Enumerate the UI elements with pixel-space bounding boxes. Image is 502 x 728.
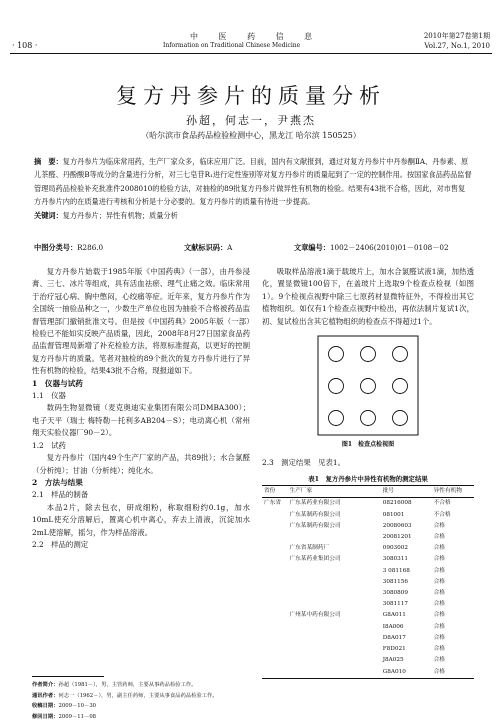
section-heading-2: 2 方法与结果	[32, 477, 83, 487]
table-row	[262, 633, 474, 644]
table-row	[262, 644, 474, 655]
inspection-point	[329, 347, 344, 362]
keywords-label: 关键词：	[34, 210, 63, 220]
table-cell: 广东某药业集团公司	[289, 556, 341, 563]
table-cell: 广州某中药有限公司	[289, 612, 341, 619]
issue-cn: 2010年第27卷第1期	[423, 32, 490, 40]
table-row	[262, 510, 474, 521]
table-cell	[262, 510, 287, 521]
table-cell: 合格	[433, 578, 445, 585]
table-cell	[262, 633, 287, 644]
method-paragraph: 吸取样品溶液1滴于载玻片上，加水合氯醛试液1滴，加热透化，置显微镜100倍下，在盖玻片上选取9个检查点检视（如图1）。9个检视点视野中除三七原药材显微特征外，不得检出其它植物组织。如仅有1个检查点视野中检出，再依法制片复试1次，初、复试检出含其它植物组织的检查点不得超过1个。	[262, 267, 474, 326]
footnote	[32, 680, 218, 691]
table-cell: 3 081168	[382, 567, 410, 574]
subsection-2-1: 2.1 样品的制备	[32, 490, 89, 500]
subsection-1-1: 1.1 仪器	[32, 391, 66, 401]
table-row	[262, 532, 474, 543]
table-cell: 08216008	[382, 500, 412, 507]
issue-en: Vol.27, No.1, 2010	[424, 42, 490, 50]
table-cell: G8A011	[382, 612, 406, 619]
table-row	[262, 543, 474, 554]
table-cell: 合格	[432, 667, 474, 679]
footnote-label: 通讯作者：	[32, 692, 59, 699]
table-cell: 广东某制药有限公司	[289, 522, 341, 529]
footnote-text: 何志一（1962－），男，副主任药师，主要从事食品药品检验工作。	[58, 692, 218, 699]
table-cell: 广东某药业有限公司	[289, 500, 341, 507]
table-row	[262, 588, 474, 599]
clc-label: 中图分类号：	[34, 243, 78, 252]
subsection-2-3: 2.3 测定结果 见表1。	[262, 458, 345, 468]
footnote-label: 收稿日期：	[32, 703, 59, 710]
footnote-text: 孙超（1981－），男，主管药师，主要从事药品检验工作。	[58, 682, 197, 688]
table-cell	[287, 588, 380, 599]
table-cell: 3081117	[382, 601, 409, 608]
header-rule	[10, 53, 492, 54]
reagents-paragraph: 复方丹参片（国内49个生产厂家的产品，共89批）；水合氯醛（分析纯）；甘油（分析纯）；纯化水。	[32, 453, 250, 475]
table-cell	[262, 610, 287, 621]
inspection-points-diagram	[316, 334, 420, 437]
inspection-point	[361, 347, 376, 362]
table-cell: 20081201	[382, 534, 412, 541]
footnote	[32, 701, 218, 712]
footnote-rule	[32, 676, 104, 677]
table-cell	[287, 622, 380, 633]
article-no-value: 1002－2406(2010)01－0108－02	[329, 243, 449, 252]
footnotes	[32, 680, 218, 722]
figure-1	[316, 334, 420, 437]
table-row	[262, 554, 474, 565]
table-cell: 合格	[433, 567, 445, 574]
left-column	[32, 266, 250, 551]
table-cell: G8A010	[381, 667, 432, 679]
inspection-point	[393, 347, 408, 362]
table-cell	[287, 644, 380, 655]
col-header-batch: 批号	[381, 486, 432, 498]
table-cell: 合格	[433, 590, 445, 597]
table-row	[262, 655, 474, 666]
table-cell	[262, 588, 287, 599]
abstract	[34, 155, 472, 222]
table-cell	[287, 667, 380, 679]
inspection-point	[361, 379, 376, 394]
inspection-point	[329, 411, 344, 426]
table-row	[262, 577, 474, 588]
affiliation: （哈尔滨市食品药品检验检测中心，黑龙江 哈尔滨 150525）	[141, 131, 361, 140]
coverslip-outline	[318, 336, 418, 435]
table-cell: 合格	[433, 657, 445, 664]
table-cell: 081001	[382, 511, 405, 518]
clc-value: R286.0	[77, 243, 104, 252]
table-cell: 0903002	[382, 545, 409, 552]
table-cell: 3080311	[382, 556, 409, 563]
table-cell: 广东某制药有限公司	[289, 511, 341, 518]
footnote	[32, 691, 218, 702]
table-cell	[262, 566, 287, 577]
subsection-2-2: 2.2 样品的测定	[32, 539, 89, 549]
table-cell	[262, 554, 287, 565]
inspection-points	[329, 347, 408, 426]
instruments-paragraph: 数码生物显微镜（麦克奥迪实业集团有限公司DMBA300）；电子天平（瑞士 梅特勒－托利多AB204－S）；电动离心机（常州翔天实验仪器厂90－2）。	[32, 403, 250, 438]
footnote-text: 2009－11－08	[58, 713, 97, 720]
table-row	[262, 599, 474, 610]
table-cell: 合格	[433, 545, 445, 552]
table-cell: 合格	[433, 646, 445, 653]
footnote-text: 2009－10－30	[58, 703, 97, 710]
table-cell: 广东省某制药厂	[289, 545, 330, 552]
table-cell	[287, 566, 380, 577]
inspection-point	[393, 411, 408, 426]
inspection-point	[393, 379, 408, 394]
table-cell	[287, 577, 380, 588]
table-cell	[287, 532, 380, 543]
table-cell	[262, 622, 287, 633]
table-cell	[262, 577, 287, 588]
table-cell: 合格	[433, 556, 445, 563]
inspection-point	[329, 379, 344, 394]
page-number: · 108 ·	[12, 41, 38, 50]
section-heading-1: 1 仪器与试药	[32, 378, 83, 388]
table-cell: 不合格	[433, 511, 451, 518]
table-cell	[262, 667, 287, 679]
table-body	[262, 498, 474, 678]
table-row	[262, 498, 474, 510]
keywords: 复方丹参片；异性有机物；质量分析	[62, 210, 178, 220]
table-cell: 合格	[433, 522, 445, 529]
journal-title-cn: 中 医 药 信 息	[190, 32, 322, 41]
table-row	[262, 566, 474, 577]
classification-line	[34, 243, 474, 253]
subsection-1-2: 1.2 试药	[32, 440, 66, 450]
table-cell	[262, 655, 287, 666]
table-cell: 20080603	[382, 522, 412, 529]
sample-prep-paragraph: 本品2片，除去包衣，研成细粉，称取细粉约0.1g，加水10mL使充分溶解后，置离心机中离心，弃去上清液，沉淀加水2mL使溶解，摇匀，作为样品溶液。	[32, 502, 250, 537]
table-cell: D8A017	[382, 634, 406, 641]
journal-title-en: Information on Traditional Chinese Medicine	[163, 42, 301, 49]
right-column	[262, 266, 474, 679]
table-cell	[262, 599, 287, 610]
table-cell: 不合格	[433, 500, 451, 507]
footnote-label: 修回日期：	[32, 713, 59, 720]
table-cell: I8A006	[382, 623, 404, 630]
article-no-label: 文章编号：	[294, 243, 330, 252]
doc-code-label: 文献标识码：	[184, 243, 228, 252]
table-row	[262, 667, 474, 679]
table-title: 表1 复方丹参片中异性有机物的测定结果	[308, 474, 428, 483]
footnote	[32, 712, 218, 723]
table-cell: 合格	[433, 634, 445, 641]
col-header-province: 省份	[262, 486, 287, 498]
intro-paragraph: 复方丹参片始载于1985年版《中国药典》（一部），由丹参浸膏、三七、冰片等组成，具有活血祛瘀、理气止痛之效。临床常用于治疗冠心病、胸中憋闷，心绞痛等症。近年来，复方丹参片作为全国统一抽验品种之一，少数生产单位也因为抽验不合格被药品监督管理部门撤销批准文号。但是按《中国药典》2005年版（一部）检验已不能如实反映产品质量，因此，2008年8月27日国家食品药品监督管理局新增了补充检验方法，将原标准提高，以更好的控制复方丹参片的质量。笔者对抽检的89个批次的复方丹参片进行了异性有机物的检验，结果43批不合格，现报道如下。	[32, 267, 250, 376]
inspection-point	[361, 411, 376, 426]
results-table	[262, 485, 474, 678]
table-row	[262, 610, 474, 621]
table-cell: 合格	[433, 623, 445, 630]
table-row	[262, 521, 474, 532]
table-cell: 广东省	[264, 500, 282, 507]
table-cell: 合格	[433, 601, 445, 608]
table-cell	[262, 543, 287, 554]
col-header-manufacturer: 生产厂家	[287, 486, 380, 498]
table-cell: 合格	[433, 612, 445, 619]
table-cell	[287, 655, 380, 666]
doc-code-value: A	[227, 243, 233, 252]
footnote-label: 作者简介：	[32, 682, 59, 688]
table-row	[262, 622, 474, 633]
table-header-row	[262, 486, 474, 498]
authors: 孙超，何志一，尹燕杰	[186, 114, 316, 127]
table-cell: 合格	[433, 534, 445, 541]
table-cell	[287, 599, 380, 610]
table-cell	[287, 633, 380, 644]
col-header-result: 异性有机物	[432, 486, 474, 498]
table-cell	[262, 521, 287, 532]
table-cell: J8A025	[382, 657, 404, 664]
table-cell	[262, 644, 287, 655]
figure-caption: 图1 检查点检视图	[341, 441, 395, 449]
abstract-label: 摘 要：	[34, 157, 63, 166]
table-cell: F8D021	[382, 646, 406, 653]
table-cell: 3080809	[382, 590, 409, 597]
article-title: 复方丹参片的质量分析	[116, 84, 386, 108]
table-cell: 3081156	[382, 578, 409, 585]
abstract-text: 复方丹参片为临床常用药，生产厂家众多，临床应用广泛。目前，国内有文献报到，通过对复方丹参片中丹参酮ⅡA、丹参素、原儿茶醛、丹酚酸B等成分的含量进行分析，对三七皂苷R₁进行定性鉴别等对复方丹参片的质量起到了一定的控制作用。按国家食品药品监督管理局药品检验补充批准件2008010的检验方法，对抽检的89批复方丹参片做异性有机物的检验。结果有43批不合格，因此，对市售复方丹参片内的在质量进行考核和分析是十分必要的。复方丹参片的质量有待进一步提高。	[34, 157, 472, 207]
table-cell	[262, 532, 287, 543]
